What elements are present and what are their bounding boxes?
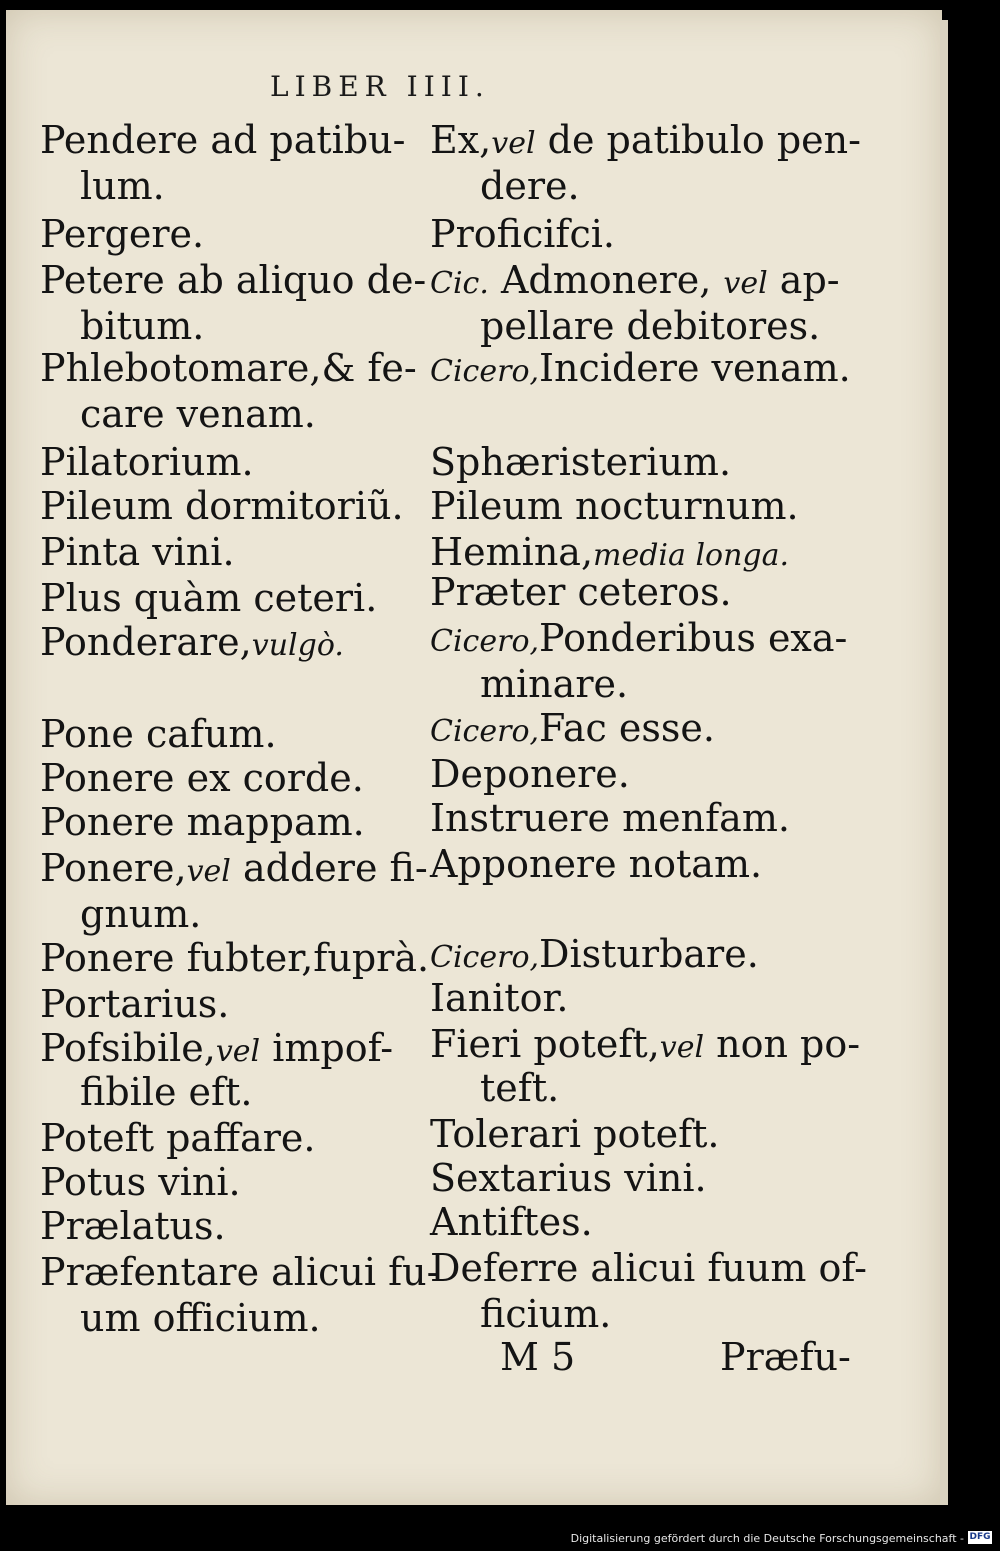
entry-left: Plus quàm ceteri.	[40, 576, 378, 620]
entry-right-cont: dere.	[480, 164, 580, 208]
entry-right: Pileum nocturnum.	[430, 484, 799, 528]
dfg-logo: DFG	[969, 1532, 991, 1542]
entry-left: Portarius.	[40, 982, 230, 1026]
entry-right: Cic. Admonere, vel ap-	[430, 258, 840, 302]
entry-left: Ponere mappam.	[40, 800, 365, 844]
entry-left: Pone cafum.	[40, 712, 277, 756]
entry-left: Potus vini.	[40, 1160, 241, 1204]
entry-right-cont: teft.	[480, 1066, 560, 1110]
entry-left: Ponderare,vulgò.	[40, 620, 344, 664]
entry-right: Ianitor.	[430, 976, 569, 1020]
entry-right: Deponere.	[430, 752, 630, 796]
entry-right: Ex,vel de patibulo pen-	[430, 118, 861, 162]
entry-left: Petere ab aliquo de-	[40, 258, 427, 302]
entry-left: Ponere ex corde.	[40, 756, 364, 800]
entry-right: Cicero,Disturbare.	[430, 932, 759, 976]
entry-left: Pendere ad patibu-	[40, 118, 406, 162]
entry-right-cont: minare.	[480, 662, 629, 706]
entry-left: Ponere,vel addere fi-	[40, 846, 428, 890]
entry-left: Pinta vini.	[40, 530, 235, 574]
entry-right: Proficifci.	[430, 212, 615, 256]
entry-right: Sextarius vini.	[430, 1156, 707, 1200]
signature-mark: M 5	[500, 1335, 576, 1379]
entry-left: Pofsibile,vel impof-	[40, 1026, 394, 1070]
entry-left-cont: bitum.	[80, 304, 205, 348]
entry-right: Cicero,Incidere venam.	[430, 346, 851, 390]
entry-left-cont: care venam.	[80, 392, 316, 436]
entry-left: Pileum dormitoriũ.	[40, 484, 404, 528]
entry-right: Fieri poteft,vel non po-	[430, 1022, 861, 1066]
entry-right: Tolerari poteft.	[430, 1112, 720, 1156]
entry-right: Apponere notam.	[430, 842, 763, 886]
entry-left-cont: fibile eft.	[80, 1070, 253, 1114]
digitization-credit: Digitalisierung gefördert durch die Deutsche Forschungsgemeinschaft -	[570, 1532, 964, 1545]
entry-right: Hemina,media longa.	[430, 530, 790, 574]
entry-right: Cicero,Ponderibus exa-	[430, 616, 848, 660]
entry-right: Instruere menfam.	[430, 796, 790, 840]
entry-left-cont: lum.	[80, 164, 165, 208]
entry-left: Præfentare alicui fu-	[40, 1250, 440, 1294]
entry-left-cont: gnum.	[80, 892, 202, 936]
catchword: Præfu-	[720, 1335, 851, 1379]
entry-left-cont: um officium.	[80, 1296, 321, 1340]
entry-left: Prælatus.	[40, 1204, 226, 1248]
entry-left: Phlebotomare,& fe-	[40, 346, 417, 390]
entry-right: Præter ceteros.	[430, 570, 732, 614]
entry-right: Cicero,Fac esse.	[430, 706, 715, 750]
entry-right: Deferre alicui fuum of-	[430, 1246, 867, 1290]
entry-right: Antiftes.	[430, 1200, 593, 1244]
entry-left: Ponere fubter,fuprà.	[40, 936, 430, 980]
entry-right-cont: pellare debitores.	[480, 304, 821, 348]
entry-right: Sphæristerium.	[430, 440, 732, 484]
entry-right-cont: ficium.	[480, 1292, 612, 1336]
entry-left: Pergere.	[40, 212, 205, 256]
entry-left: Pilatorium.	[40, 440, 254, 484]
entry-left: Poteft paffare.	[40, 1116, 316, 1160]
running-header: LIBER IIII.	[270, 70, 490, 103]
